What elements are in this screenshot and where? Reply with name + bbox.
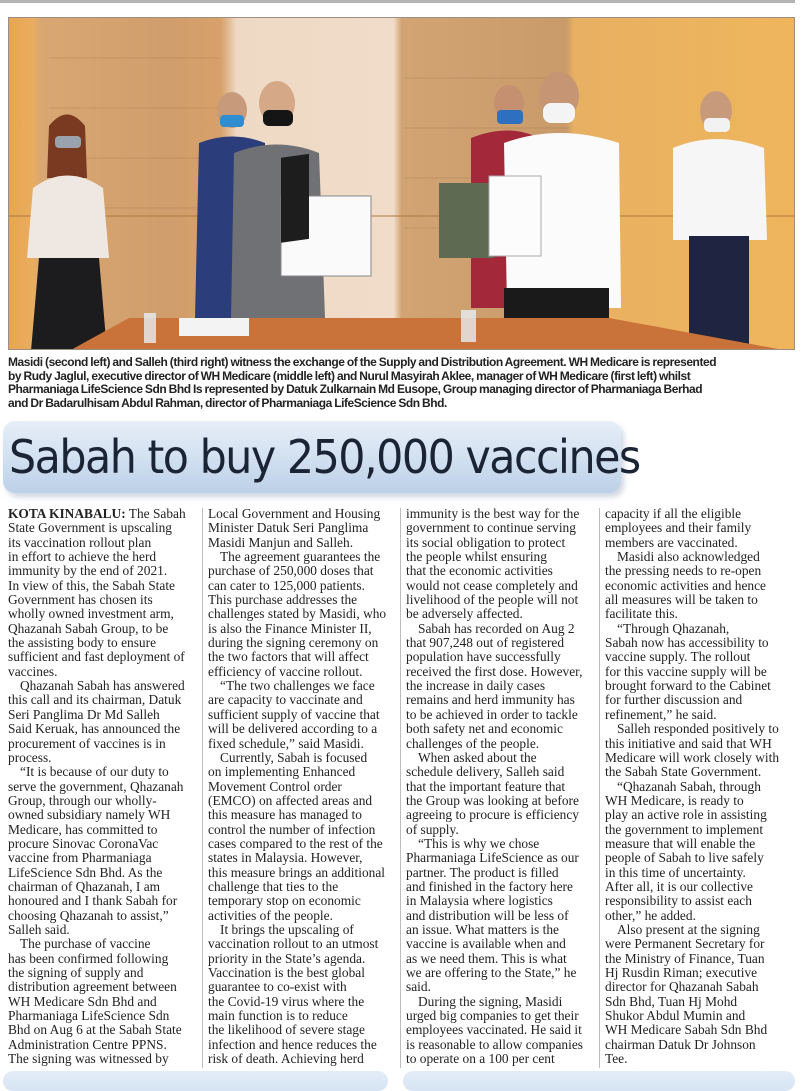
article-line: Sabah now has accessibility to	[605, 635, 769, 651]
article-line: Vaccination is the best global	[208, 965, 365, 980]
column-divider	[400, 508, 401, 1068]
article-line: vaccination rollout to an utmost	[208, 936, 379, 952]
article-paragraph	[406, 837, 598, 995]
article-line: people of Sabah to live safely	[605, 850, 764, 866]
article-line: chairman of Qhazanah, I am	[8, 878, 161, 894]
article-line: serve the government, Qhazanah	[8, 778, 184, 794]
article-line: the signing of supply and	[8, 965, 144, 980]
article-line: in this time of uncertainty.	[605, 864, 746, 880]
article-line: purchase of 250,000 doses that	[208, 563, 374, 579]
article-line: “The two challenges we face	[220, 678, 375, 694]
article-line: “Qhazanah Sabah, through	[617, 778, 761, 794]
article-line: The agreement guarantees the	[220, 549, 381, 565]
article-line: (EMCO) on affected areas and	[208, 792, 373, 808]
article-line: the pressing needs to re-open	[605, 563, 762, 579]
article-line: procurement of vaccines is in	[8, 735, 166, 751]
article-line: main function is to reduce	[208, 1008, 348, 1024]
article-line: challenges of the people.	[406, 735, 540, 751]
article-line: measure that will enable the	[605, 835, 756, 851]
article-line: in Malaysia where logistics	[406, 893, 553, 909]
article-line: this measure has managed to	[208, 807, 362, 823]
article-line: distribution agreement between	[8, 979, 177, 995]
article-paragraph	[406, 751, 598, 837]
article-column-4	[605, 507, 797, 1066]
article-line: activities of the people.	[208, 907, 333, 923]
article-line: the people whilst ensuring	[406, 549, 547, 565]
article-paragraph	[605, 622, 797, 722]
article-line: as we need them. This is what	[406, 950, 567, 966]
article-line: Also present at the signing	[617, 921, 760, 937]
article-line: vaccine is available when and	[406, 936, 566, 952]
article-line: Medicare, has committed to	[8, 821, 158, 837]
article-line: The signing was witnessed by	[8, 1051, 169, 1067]
article-line: that the economic activities	[406, 563, 553, 579]
article-line: urged big companies to get their	[406, 1008, 579, 1024]
caption-line: Masidi (second left) and Salleh (third right) witness the exchange of the Supply and Distribution Agreement. WH Medicare is represented	[8, 355, 717, 369]
article-line: its vaccination rollout plan	[8, 534, 152, 550]
article-line: It brings the upscaling of	[220, 921, 354, 937]
article-paragraph	[8, 679, 200, 765]
article-line: play an active role in assisting	[605, 807, 767, 823]
article-line: Seri Panglima Dr Md Salleh	[8, 706, 160, 722]
article-line: The purchase of vaccine	[20, 936, 151, 952]
article-line: other,” he added.	[605, 907, 696, 923]
article-line: immunity by the end of 2021.	[8, 563, 168, 579]
photo-signing-ceremony-icon	[9, 18, 795, 350]
article-line: Local Government and Housing	[208, 506, 381, 521]
article-line: When asked about the	[418, 749, 537, 765]
article-line: wholly owned investment arm,	[8, 606, 174, 622]
article-line: population have successfully	[406, 649, 561, 665]
article-line: of supply.	[406, 821, 459, 837]
article-line: in effort to achieve the herd	[8, 549, 157, 565]
article-paragraph	[605, 780, 797, 923]
column-divider	[599, 508, 600, 1068]
article-line: In view of this, the Sabah State	[8, 577, 175, 593]
article-paragraph	[208, 751, 400, 923]
article-line: employees vaccinated. He said it	[406, 1022, 582, 1038]
article-line: the two factors that will affect	[208, 649, 369, 665]
article-line: is also the Finance Minister II,	[208, 620, 372, 636]
article-line: would not cease completely and	[406, 577, 578, 593]
article-line: sufficient and fast deployment of	[8, 649, 185, 665]
article-line: cases compared to the rest of the	[208, 835, 383, 851]
article-line: owned subsidiary namely WH	[8, 807, 171, 823]
article-line: Administration Centre PPNS.	[8, 1036, 167, 1052]
article-line: and finished in the factory here	[406, 878, 573, 894]
article-paragraph	[605, 550, 797, 622]
article-line: fixed schedule,” said Masidi.	[208, 735, 364, 751]
article-line: livelihood of the people will not	[406, 592, 579, 608]
article-line: efficiency of vaccine rollout.	[208, 663, 363, 679]
article-line: Tee.	[605, 1051, 628, 1067]
article-line: After all, it is our collective	[605, 878, 753, 894]
person-gray-suit	[231, 81, 371, 318]
article-line: the likelihood of severe stage	[208, 1022, 365, 1038]
article-paragraph	[406, 995, 598, 1067]
article-line: schedule delivery, Salleh said	[406, 764, 565, 780]
article-line: the Sabah State Government.	[605, 764, 762, 780]
article-line: “This is why we chose	[418, 835, 540, 851]
person-white-shirt-right	[673, 91, 767, 350]
article-line: Masidi Manjun and Salleh.	[208, 534, 354, 550]
column-divider	[202, 508, 203, 1068]
article-line: government to continue serving	[406, 520, 576, 536]
article-line: WH Medicare Sdn Bhd and	[8, 993, 157, 1009]
article-line: remains and herd immunity has	[406, 692, 575, 708]
article-line: WH Medicare, is ready to	[605, 792, 744, 808]
article-paragraph	[605, 507, 797, 550]
article-line: that 907,248 out of registered	[406, 635, 565, 651]
article-line: infection and hence reduces the	[208, 1036, 377, 1052]
article-line: challenges stated by Masidi, who	[208, 606, 387, 622]
article-line: Hj Rusdin Riman; executive	[605, 965, 758, 980]
article-line: and distribution will be less of	[406, 907, 569, 923]
article-column-3	[406, 507, 598, 1066]
article-line: Sdn Bhd, Tuan Hj Mohd	[605, 993, 738, 1009]
article-line: responsibility to assist each	[605, 893, 752, 909]
article-line: State Government is upscaling	[8, 520, 173, 536]
article-line: Currently, Sabah is focused	[220, 749, 368, 765]
article-line: this measure brings an additional	[208, 864, 386, 880]
article-line: be adversely affected.	[406, 606, 523, 622]
article-line: KOTA KINABALU: The Sabah	[8, 506, 186, 521]
article-line: the increase in daily cases	[406, 678, 546, 694]
article-line: both safety net and economic	[406, 721, 563, 737]
article-line: Pharmaniaga LifeScience Sdn	[8, 1008, 170, 1024]
article-line: “Through Qhazanah,	[617, 620, 730, 636]
article-paragraph	[605, 923, 797, 1066]
article-paragraph	[208, 550, 400, 679]
article-line: is reasonable to allow companies	[406, 1036, 584, 1052]
next-article-box	[3, 1071, 388, 1091]
article-line: facilitate this.	[605, 606, 678, 622]
article-line: brought forward to the Cabinet	[605, 678, 771, 694]
article-line: priority in the State’s agenda.	[208, 950, 366, 966]
article-line: to be achieved in order to tackle	[406, 706, 578, 722]
article-line: the Ministry of Finance, Tuan	[605, 950, 765, 966]
article-line: Government has chosen its	[8, 592, 153, 608]
article-paragraph	[208, 679, 400, 751]
article-paragraph	[406, 622, 598, 751]
article-line: the Group was looking at before	[406, 792, 579, 808]
article-line: its social obligation to protect	[406, 534, 566, 550]
article-line: agreeing to procure is efficiency	[406, 807, 580, 823]
article-line: control the number of infection	[208, 821, 376, 837]
caption-line: by Rudy Jaglul, executive director of WH Medicare (middle left) and Nurul Masyirah Aklee, manager of WH Medicare (first left) whilst	[8, 368, 691, 383]
article-line: Sabah has recorded on Aug 2	[418, 620, 575, 636]
article-line: capacity if all the eligible	[605, 506, 742, 521]
article-line: to operate on a 100 per cent	[406, 1051, 555, 1067]
person-woman	[27, 115, 109, 351]
article-line: Group, through our wholly-	[8, 792, 157, 808]
article-column-2	[208, 507, 400, 1066]
article-line: choosing Qhazanah to assist,”	[8, 907, 169, 923]
article-line: the assisting body to ensure	[8, 635, 157, 651]
article-line: during the signing ceremony on	[208, 635, 379, 651]
article-paragraph	[208, 507, 400, 550]
article-line: will be delivered according to a	[208, 721, 378, 737]
article-line: were Permanent Secretary for	[605, 936, 765, 952]
article-line: refinement,” he said.	[605, 706, 717, 722]
headline: Sabah to buy 250,000 vaccines	[9, 430, 640, 484]
article-line: chairman Datuk Dr Johnson	[605, 1036, 756, 1052]
caption-line: and Dr Badarulhisam Abdul Rahman, director of Pharmaniaga LifeScience Sdn Bhd.	[8, 395, 447, 410]
article-paragraph	[406, 507, 598, 622]
article-line: Qhazanah Sabah Group, to be	[8, 620, 169, 636]
article-line: members are vaccinated.	[605, 534, 738, 550]
article-column-1	[8, 507, 200, 1066]
article-line: “It is because of our duty to	[20, 764, 169, 780]
article-line: on implementing Enhanced	[208, 764, 356, 780]
article-paragraph	[605, 722, 797, 779]
article-paragraph	[208, 923, 400, 1066]
article-line: procure Sinovac CoronaVac	[8, 835, 159, 851]
article-line: partner. The product is filled	[406, 864, 559, 880]
article-line: Shukor Abdul Mumin and	[605, 1008, 746, 1024]
article-line: WH Medicare Sabah Sdn Bhd	[605, 1022, 768, 1038]
person-white-shirt	[439, 72, 621, 350]
article-line: the Covid-19 virus where the	[208, 993, 365, 1009]
article-line: This purchase addresses the	[208, 592, 358, 608]
dateline: KOTA KINABALU:	[8, 506, 126, 521]
article-line: this initiative and said that WH	[605, 735, 772, 751]
news-photo	[8, 17, 795, 350]
article-line: director for Qhazanah Sabah	[605, 979, 759, 995]
article-line: vaccines.	[8, 663, 58, 679]
article-line: all measures will be taken to	[605, 592, 758, 608]
article-line: Masidi also acknowledged	[617, 549, 760, 565]
article-line: Salleh responded positively to	[617, 721, 779, 737]
article-paragraph	[8, 937, 200, 1066]
article-line: said.	[406, 979, 431, 995]
article-line: Bhd on Aug 6 at the Sabah State	[8, 1022, 182, 1038]
article-line: vaccine from Pharmaniaga	[8, 850, 152, 866]
article-line: LifeScience Sdn Bhd. As the	[8, 864, 163, 880]
article-line: process.	[8, 749, 52, 765]
article-line: guarantee to co-exist with	[208, 979, 347, 995]
article-line: employees and their family	[605, 520, 752, 536]
article-line: received the first dose. However,	[406, 663, 583, 679]
article-line: for this vaccine supply will be	[605, 663, 767, 679]
article-line: the government to implement	[605, 821, 764, 837]
article-line: has been confirmed following	[8, 950, 169, 966]
article-line: vaccine supply. The rollout	[605, 649, 751, 665]
article-line: immunity is the best way for the	[406, 506, 580, 521]
article-line: Pharmaniaga LifeScience as our	[406, 850, 579, 866]
article-line: states in Malaysia. However,	[208, 850, 363, 866]
photo-caption	[8, 356, 798, 410]
article-line: this call and its chairman, Datuk	[8, 692, 182, 708]
article-line: sufficient supply of vaccine that	[208, 706, 380, 722]
article-line: economic activities and hence	[605, 577, 766, 593]
article-line: we are offering to the State,” he	[406, 965, 577, 980]
article-line: an issue. What matters is the	[406, 921, 559, 937]
article-line: During the signing, Masidi	[418, 993, 563, 1009]
article-line: Said Keruak, has announced the	[8, 721, 181, 737]
next-article-box	[403, 1071, 795, 1091]
article-line: risk of death. Achieving herd	[208, 1051, 364, 1067]
article-line: Minister Datuk Seri Panglima	[208, 520, 369, 536]
article-paragraph	[8, 507, 200, 679]
article-line: for further discussion and	[605, 692, 743, 708]
caption-line: Pharmaniaga LifeScience Sdn Bhd Is represented by Datuk Zulkarnain Md Eusope, Group managing director of Pharmaniaga Berhad	[8, 382, 703, 397]
article-line: Qhazanah Sabah has answered	[20, 678, 185, 694]
article-line: temporary stop on economic	[208, 893, 361, 909]
article-line: can cater to 125,000 patients.	[208, 577, 365, 593]
article-line: that the important feature that	[406, 778, 566, 794]
article-line: Movement Control order	[208, 778, 342, 794]
article-line: Medicare will work closely with	[605, 749, 780, 765]
article-line: Salleh said.	[8, 921, 70, 937]
article-line: challenge that ties to the	[208, 878, 339, 894]
top-rule	[0, 0, 795, 3]
article-paragraph	[8, 765, 200, 937]
article-line: honoured and I thank Sabah for	[8, 893, 178, 909]
article-line: are capacity to vaccinate and	[208, 692, 363, 708]
